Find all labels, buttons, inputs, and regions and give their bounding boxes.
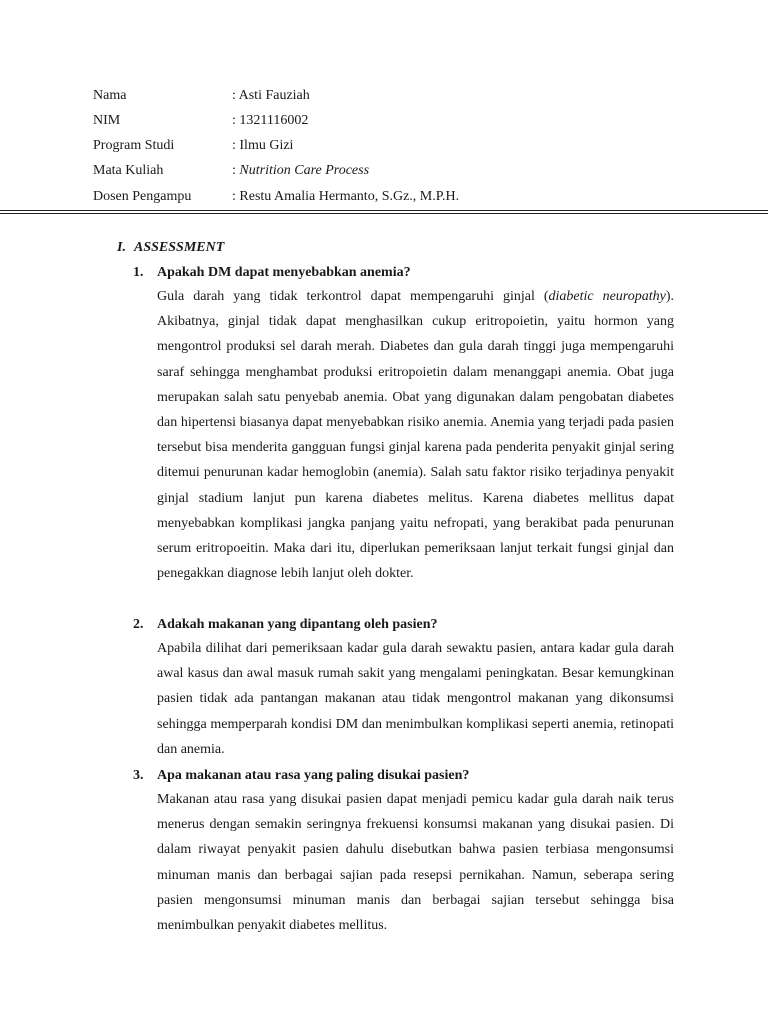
answer-text: Gula darah yang tidak terkontrol dapat mempengaruhi ginjal ( xyxy=(157,289,549,304)
question-2 xyxy=(133,614,674,762)
section-heading: ASSESSMENT xyxy=(134,240,225,255)
header-value: : Ilmu Gizi xyxy=(232,138,294,153)
answer-body xyxy=(157,787,674,938)
question-text: Adakah makanan yang dipantang oleh pasien? xyxy=(157,617,438,632)
section-title xyxy=(117,238,224,258)
question-text: Apakah DM dapat menyebabkan anemia? xyxy=(157,265,411,280)
header-divider-top xyxy=(0,210,768,211)
answer-text: Makanan atau rasa yang disukai pasien dapat menjadi pemicu kadar gula darah naik terus menerus dengan semakin seringnya frekuensi konsumsi makanan yang disukai pasien. Di dalam riwayat penyakit pasien dahulu disebutkan bahwa pasien terbiasa mengonsumsi minuman manis dan berbagai sajian pada resepsi pernikahan. Namun, seberapa sering pasien mengonsumsi minuman manis dan berbagai sajian tersebut sehingga bisa menimbulkan penyakit diabetes mellitus. xyxy=(157,792,674,934)
question-number: 2. xyxy=(133,617,144,632)
course-name: Nutrition Care Process xyxy=(239,163,370,178)
question-title xyxy=(133,614,674,636)
question-1 xyxy=(133,262,674,586)
answer-term: diabetic neuropathy xyxy=(548,289,666,304)
header-value: : Asti Fauziah xyxy=(232,88,310,103)
header-label: Mata Kuliah xyxy=(93,163,164,178)
header-value: : 1321116002 xyxy=(232,113,309,128)
question-title xyxy=(133,262,674,284)
header-value: : Restu Amalia Hermanto, S.Gz., M.P.H. xyxy=(232,189,460,204)
answer-text: ). Akibatnya, ginjal tidak dapat menghasilkan cukup eritropoietin, yaitu hormon yang mengontrol produksi sel darah merah. Diabetes dan gula darah tinggi juga mempengaruhi saraf sehingga menghambat produksi eritropoietin dalam menanggapi anemia. Obat juga merupakan salah satu penyebab anemia. Obat yang digunakan dalam pengobatan diabetes dan hipertensi biasanya dapat menyebabkan risiko anemia. Anemia yang terjadi pada pasien tersebut bisa menderita gangguan fungsi ginjal karena pada penderita penyakit ginjal sering ditemui penurunan kadar hemoglobin (anemia). Salah satu faktor risiko terjadinya penyakit ginjal stadium lanjut pun karena diabetes melitus. Karena diabetes mellitus dapat menyebabkan komplikasi jangka panjang yaitu nefropati, yang berakibat pada penurunan serum eritropoeitin. Maka dari itu, diperlukan pemeriksaan lanjut terkait fungsi ginjal dan penegakkan diagnose lebih lanjut oleh dokter. xyxy=(157,289,674,582)
question-number: 3. xyxy=(133,768,144,783)
header-divider-bottom xyxy=(0,213,768,214)
answer-text: Apabila dilihat dari pemeriksaan kadar gula darah sewaktu pasien, antara kadar gula darah awal kasus dan awal masuk rumah sakit yang mengalami peningkatan. Besar kemungkinan pasien tidak ada pantangan makanan atau tidak mengontrol makanan yang dikonsumsi sehingga memperparah kondisi DM dan menimbulkan komplikasi seperti anemia, retinopati dan anemia. xyxy=(157,641,674,757)
section-number: I. xyxy=(117,240,126,255)
header-value xyxy=(232,161,369,181)
question-number: 1. xyxy=(133,265,144,280)
header-label: Nama xyxy=(93,88,127,103)
answer-body xyxy=(157,284,674,586)
header-label: NIM xyxy=(93,113,121,128)
answer-body xyxy=(157,636,674,762)
question-title xyxy=(133,765,674,787)
header-value-prefix: : xyxy=(232,163,240,178)
question-text: Apa makanan atau rasa yang paling disukai pasien? xyxy=(157,768,470,783)
header-label: Dosen Pengampu xyxy=(93,189,192,204)
question-3 xyxy=(133,765,674,938)
header-label: Program Studi xyxy=(93,138,175,153)
